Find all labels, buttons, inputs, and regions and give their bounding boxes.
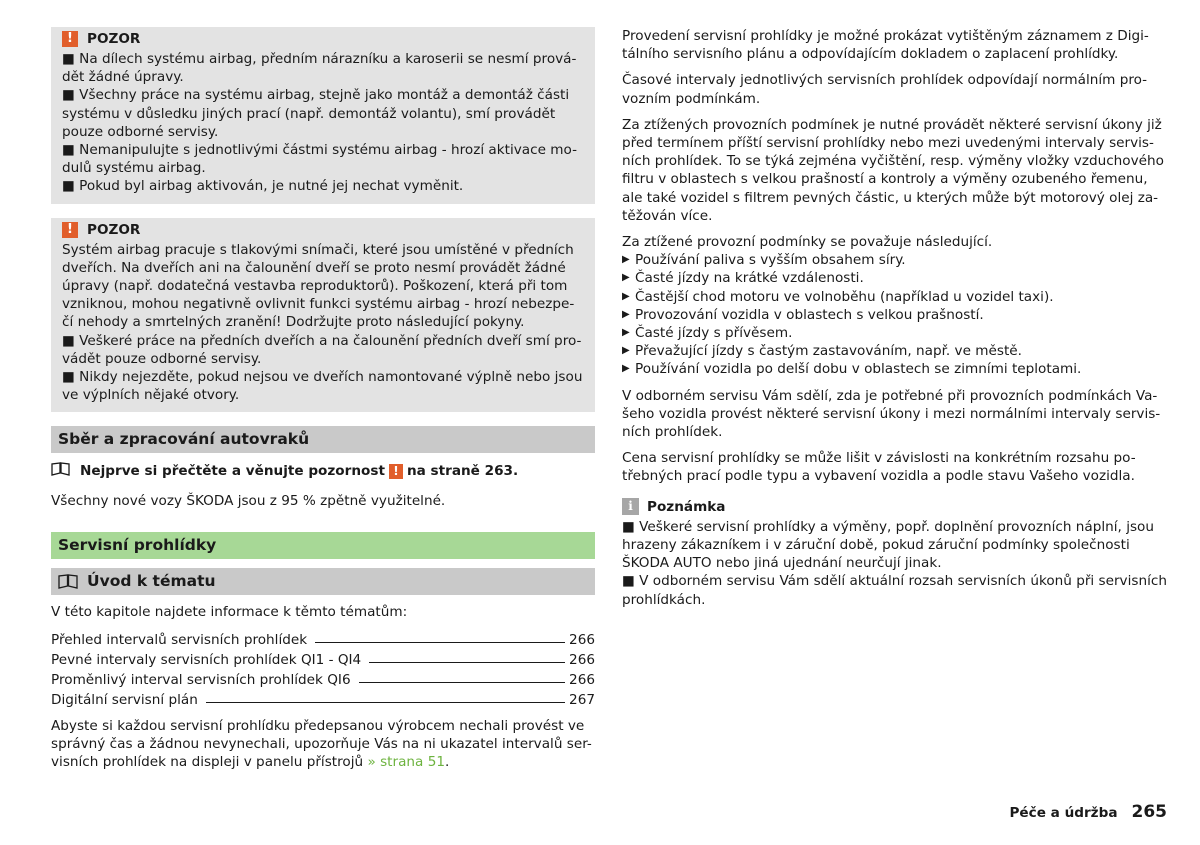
text-line: ních prohlídek.	[622, 424, 723, 441]
list-item: ▶ Používání paliva s vyšším obsahem síry.	[622, 252, 906, 269]
toc-leader	[206, 702, 565, 703]
paragraph-proof	[622, 27, 1167, 63]
text-line: ■ Veškeré servisní prohlídky a výměny, popř. doplnění provozních náplní, jsou	[622, 518, 1154, 535]
paragraph-intervals	[622, 71, 1167, 107]
warning-line: čí nehody a smrtelných zranění! Dodržujte proto následující pokyny.	[62, 314, 525, 331]
toc-leader	[369, 662, 565, 663]
text-line: Provedení servisní prohlídky je možné prokázat vytištěným záznamem z Digi-	[622, 28, 1149, 44]
toc-label: Pevné intervaly servisních prohlídek QI1 - QI4	[51, 651, 362, 668]
list-item: ▶ Časté jízdy na krátké vzdálenosti.	[622, 270, 864, 287]
closing-paragraph	[51, 717, 595, 772]
text-line: těžován více.	[622, 207, 713, 224]
text-line: ale také vozidel s filtrem pevných částic, u kterých může být motorový olej za-	[622, 189, 1159, 206]
triangle-bullet-icon: ▶	[622, 345, 630, 357]
reference-line	[51, 462, 595, 480]
warning-line: vzniknou, mohou negativně ovlivnit funkci systému airbag - hrozí nebezpe-	[62, 296, 575, 313]
section-heading-vehicle-recycling: Sběr a zpracování autovraků	[51, 426, 595, 453]
list-item: ▶ Převažující jízdy s častým zastavováním, např. ve městě.	[622, 343, 1022, 360]
text-line: filtru v oblastech s velkou prašností a kontroly a výměny ozubeného řemenu,	[622, 171, 1148, 188]
warning-line: ■ Nikdy nejezděte, pokud nejsou ve dveřích namontované výplně nebo jsou	[62, 369, 583, 386]
list-item: ▶ Častější chod motoru ve volnoběhu (například u vozidel taxi).	[622, 288, 1054, 305]
triangle-bullet-icon: ▶	[622, 290, 630, 302]
warning-line: ■ Veškeré práce na předních dveřích a na čalounění předních dveří smí pro-	[62, 332, 582, 349]
triangle-bullet-icon: ▶	[622, 363, 630, 375]
triangle-bullet-icon: ▶	[622, 254, 630, 266]
triangle-bullet-icon: ▶	[622, 272, 630, 284]
warning-line: ■ Pokud byl airbag aktivován, je nutné jej nechat vyměnit.	[62, 178, 464, 195]
text-line: vozním podmínkám.	[622, 90, 761, 107]
toc-page: 267	[569, 691, 595, 708]
closing-line: visních prohlídek na displeji v panelu přístrojů » strana 51.	[51, 754, 450, 771]
warning-text	[62, 241, 589, 405]
warning-line: Systém airbag pracuje s tlakovými snímači, které jsou umístěné v předních	[62, 241, 574, 258]
warning-line: vádět pouze odborné servisy.	[62, 350, 262, 367]
toc-row[interactable]	[51, 668, 595, 688]
book-icon	[58, 574, 78, 589]
closing-line: správný čas a žádnou nevynechali, upozorňuje Vás na ni ukazatel intervalů ser-	[51, 736, 592, 753]
text-line: třebných prací podle typu a vybavení vozidla a podle stavu Vašeho vozidla.	[622, 468, 1135, 485]
warning-line: ve výplních nějaké otvory.	[62, 387, 240, 404]
text-line: Za ztížených provozních podmínek je nutné provádět některé servisní úkony již	[622, 116, 1162, 133]
toc-leader	[315, 642, 565, 643]
note-heading	[622, 498, 1167, 516]
text-line: V odborném servisu Vám sdělí, zda je potřebné při provozních podmínkách Va-	[622, 387, 1158, 404]
warning-icon: !	[389, 464, 403, 479]
toc-page: 266	[569, 631, 595, 648]
list-item: ▶ Časté jízdy s přívěsem.	[622, 325, 793, 342]
subsection-heading-intro	[51, 568, 595, 595]
triangle-bullet-icon: ▶	[622, 308, 630, 320]
warning-icon: !	[62, 31, 78, 47]
text-line: ních prohlídek. To se týká zejména vyčištění, resp. výměny vložky vzduchového	[622, 153, 1164, 170]
text-line: šeho vozidla provést některé servisní úkony i mezi normálními intervaly servis-	[622, 405, 1161, 422]
book-icon	[51, 462, 70, 480]
warning-line: úpravy (např. dodatečná vestavba reproduktorů). Poškození, která při tom	[62, 278, 568, 295]
warning-text	[62, 50, 589, 196]
toc-row[interactable]	[51, 628, 595, 648]
subsection-title: Úvod k tématu	[87, 571, 216, 590]
toc-row[interactable]	[51, 688, 595, 708]
section-heading-service-inspections: Servisní prohlídky	[51, 532, 595, 559]
recycling-text: Všechny nové vozy ŠKODA jsou z 95 % zpětně využitelné.	[51, 493, 446, 510]
intro-text: V této kapitole najdete informace k těmto tématům:	[51, 603, 408, 620]
warning-icon: !	[62, 222, 78, 238]
warning-box-door-sensors	[51, 218, 595, 413]
warning-line: pouze odborné servisy.	[62, 123, 219, 140]
warning-line: systému v důsledku jiných prací (např. demontáž volantu), smí provádět	[62, 105, 556, 122]
conditions-list	[622, 251, 1167, 378]
closing-line: Abyste si každou servisní prohlídku předepsanou výrobcem nechali provést ve	[51, 717, 585, 734]
text-line: tálního servisního plánu a odpovídajícím dokladem o zaplacení prohlídky.	[622, 46, 1119, 63]
page-footer	[1009, 802, 1167, 822]
text-line: ■ V odborném servisu Vám sdělí aktuální rozsah servisních úkonů při servisních	[622, 573, 1167, 590]
toc-page: 266	[569, 651, 595, 668]
toc-label: Digitální servisní plán	[51, 691, 198, 708]
left-column	[51, 27, 595, 771]
topic-list	[51, 628, 595, 708]
warning-box-airbag-parts	[51, 27, 595, 204]
text-line: před termínem příští servisní prohlídky nebo mezi uvedenými intervaly servis-	[622, 135, 1154, 152]
toc-label: Přehled intervalů servisních prohlídek	[51, 631, 308, 648]
warning-line: dveřích. Na dveřích ani na čalounění dveří se proto nesmí provádět žádné	[62, 259, 566, 276]
warning-title: POZOR	[87, 221, 141, 238]
paragraph-price	[622, 449, 1167, 485]
text-line: prohlídkách.	[622, 591, 706, 608]
info-icon: i	[622, 498, 639, 515]
text-line: ŠKODA AUTO nebo jiná ujednání neurčují jinak.	[622, 555, 942, 572]
triangle-bullet-icon: ▶	[622, 327, 630, 339]
list-intro: Za ztížené provozní podmínky se považuje následující.	[622, 234, 993, 251]
note-title: Poznámka	[647, 498, 726, 515]
warning-line: ■ Všechny práce na systému airbag, stejně jako montáž a demontáž části	[62, 87, 570, 104]
text-line: hrazeny zákazníkem i v záruční době, pokud záruční podmínky společnosti	[622, 537, 1130, 554]
warning-line: ■ Nemanipulujte s jednotlivými částmi systému airbag - hrozí aktivace mo-	[62, 142, 577, 159]
note-text	[622, 518, 1167, 609]
warning-line: dět žádné úpravy.	[62, 69, 184, 86]
reference-page-link[interactable]: na straně 263.	[406, 463, 519, 480]
toc-label: Proměnlivý interval servisních prohlídek QI6	[51, 671, 351, 688]
reference-text: Nejprve si přečtěte a věnujte pozornost	[80, 463, 385, 480]
paragraph-hard-conditions	[622, 116, 1167, 225]
list-item: ▶ Používání vozidla po delší dobu v oblastech se zimními teplotami.	[622, 361, 1082, 378]
toc-leader	[359, 682, 565, 683]
page-number: 265	[1131, 802, 1167, 822]
right-column	[622, 27, 1167, 609]
toc-page: 266	[569, 671, 595, 688]
toc-row[interactable]	[51, 648, 595, 668]
list-item: ▶ Provozování vozidla v oblastech s velkou prašností.	[622, 306, 984, 323]
warning-line: dulů systému airbag.	[62, 160, 206, 177]
text-line: Cena servisní prohlídky se může lišit v závislosti na konkrétním rozsahu po-	[622, 450, 1136, 467]
paragraph-service-advice	[622, 387, 1167, 442]
text-line: Časové intervaly jednotlivých servisních prohlídek odpovídají normálním pro-	[622, 72, 1148, 89]
warning-line: ■ Na dílech systému airbag, předním nárazníku a karoserii se nesmí prová-	[62, 51, 577, 67]
page-link[interactable]: » strana 51	[367, 754, 445, 771]
warning-title: POZOR	[87, 31, 141, 47]
footer-section-title: Péče a údržba	[1009, 805, 1118, 821]
